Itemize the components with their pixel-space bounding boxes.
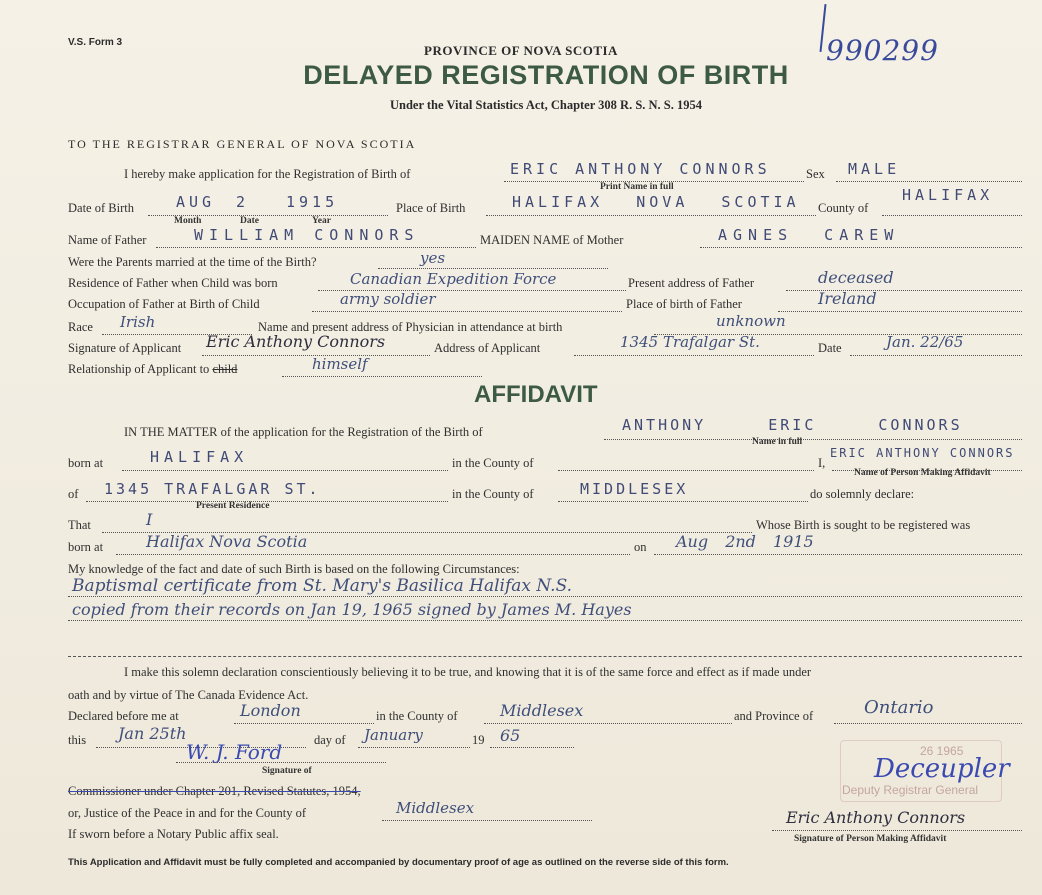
present-address-father-value: deceased <box>818 268 894 287</box>
registration-number: 990299 <box>826 34 939 67</box>
in-county-label-2: in the County of <box>452 487 534 501</box>
married-value: yes <box>420 249 446 267</box>
that-value: I <box>146 510 153 529</box>
circumstances-line-1: Baptismal certificate from St. Mary's Basilica Halifax N.S. <box>72 576 573 596</box>
province-of-label: and Province of <box>734 709 814 723</box>
born-at-value: HALIFAX <box>150 448 249 466</box>
born-at-label: born at <box>68 456 104 470</box>
date-applicant-value: Jan. 22/65 <box>886 333 964 351</box>
form-number: V.S. Form 3 <box>68 37 123 48</box>
this-day-value: Jan 25th <box>118 724 187 743</box>
stamp-text: Deputy Registrar General <box>842 783 979 797</box>
sex-label: Sex <box>806 167 825 181</box>
occupation-father-value: army soldier <box>340 290 436 308</box>
dob-label: Date of Birth <box>68 201 134 215</box>
stamp-date: 26 1965 <box>920 744 964 758</box>
signature-of-caption: Signature of <box>262 766 312 776</box>
relationship-label: Relationship of Applicant to child <box>68 362 238 376</box>
place-birth-label: Place of Birth <box>396 201 466 215</box>
on-value: Aug 2nd 1915 <box>676 532 814 551</box>
address-applicant-label: Address of Applicant <box>434 341 541 355</box>
sig-maker-caption: Signature of Person Making Affidavit <box>794 834 947 844</box>
place-birth-value: HALIFAX NOVA SCOTIA <box>512 193 800 211</box>
matter-label: IN THE MATTER of the application for the Registration of the Birth of <box>124 425 483 439</box>
place-birth-father-value: Ireland <box>818 289 877 308</box>
signature-applicant-value: Eric Anthony Connors <box>206 332 386 351</box>
affiant-name-value: ERIC ANTHONY CONNORS <box>830 446 1015 460</box>
maker-signature: Eric Anthony Connors <box>786 808 966 827</box>
whose-birth-label: Whose Birth is sought to be registered was <box>756 518 971 532</box>
notary-label: If sworn before a Notary Public affix seal. <box>68 827 279 841</box>
this-label: this <box>68 733 87 747</box>
in-county-label: in the County of <box>452 456 534 470</box>
solemnly-label: do solemnly declare: <box>810 487 915 501</box>
dob-year: 1915 <box>286 193 339 211</box>
declaration-line-2: oath and by virtue of The Canada Evidence Act. <box>68 688 309 702</box>
year-value: 65 <box>500 726 521 745</box>
province-value: Ontario <box>864 697 934 718</box>
in-county-label-3: in the County of <box>376 709 458 723</box>
commissioner-signature: W. J. Ford <box>186 740 283 764</box>
father-name-label: Name of Father <box>68 233 147 247</box>
father-name-value: WILLIAM CONNORS <box>194 226 420 244</box>
applicant-name: ERIC ANTHONY CONNORS <box>510 160 771 178</box>
residence-father-value: Canadian Expedition Force <box>350 270 557 288</box>
dob-day: 2 <box>236 193 250 211</box>
born-at-2-value: Halifax Nova Scotia <box>146 532 308 551</box>
registrar-signature: Deceupler <box>874 754 1010 784</box>
address-applicant-value: 1345 Trafalgar St. <box>620 333 760 351</box>
name-in-full-caption: Name in full <box>752 437 803 447</box>
year-prefix: 19 <box>472 733 485 747</box>
maiden-mother-label: MAIDEN NAME of Mother <box>480 233 624 247</box>
of-value: 1345 TRAFALGAR ST. <box>104 480 321 498</box>
province-heading: PROVINCE OF NOVA SCOTIA <box>424 43 618 58</box>
residence-father-label: Residence of Father when Child was born <box>68 276 278 290</box>
day-of-label: day of <box>314 733 346 747</box>
married-label: Were the Parents married at the time of the Birth? <box>68 255 317 269</box>
date-applicant-label: Date <box>818 341 842 355</box>
apply-label: I hereby make application for the Registration of Birth of <box>124 167 411 181</box>
date-caption: Date <box>240 216 259 226</box>
mother-name-value: AGNES CAREW <box>718 226 900 244</box>
signature-applicant-label: Signature of Applicant <box>68 341 182 355</box>
footer-note: This Application and Affidavit must be fully completed and accompanied by documentary proof of age as outlined on the reverse side of this form. <box>68 857 729 868</box>
year-caption: Year <box>312 216 331 226</box>
month-value: January <box>364 726 423 744</box>
affidavit-heading: AFFIDAVIT <box>474 381 598 408</box>
name-maker-caption: Name of Person Making Affidavit <box>854 468 991 478</box>
justice-county-value: Middlesex <box>396 799 475 817</box>
relationship-value: himself <box>312 355 368 373</box>
form-title: DELAYED REGISTRATION OF BIRTH <box>303 60 789 90</box>
circumstances-line-2: copied from their records on Jan 19, 1965 signed by James M. Hayes <box>72 600 632 619</box>
of-label: of <box>68 487 79 501</box>
knowledge-label: My knowledge of the fact and date of such Birth is based on the following Circumstances: <box>68 562 520 576</box>
on-label: on <box>634 540 647 554</box>
physician-label: Name and present address of Physician in attendance at birth <box>258 320 563 334</box>
race-value: Irish <box>120 313 156 331</box>
present-residence-caption: Present Residence <box>196 501 270 511</box>
race-label: Race <box>68 320 93 334</box>
declared-at-value: London <box>240 701 301 720</box>
print-name-caption: Print Name in full <box>600 182 674 192</box>
dob-month: AUG <box>176 193 216 211</box>
sex-value: MALE <box>848 160 901 178</box>
that-label: That <box>68 518 91 532</box>
justice-label: or, Justice of the Peace in and for the County of <box>68 806 306 820</box>
county-value: HALIFAX <box>902 186 994 204</box>
born-at-label-2: born at <box>68 540 104 554</box>
county-label: County of <box>818 201 869 215</box>
occupation-father-label: Occupation of Father at Birth of Child <box>68 297 260 311</box>
physician-value: unknown <box>716 312 786 330</box>
present-address-father-label: Present address of Father <box>628 276 755 290</box>
form-subtitle: Under the Vital Statistics Act, Chapter 308 R. S. N. S. 1954 <box>389 98 703 112</box>
matter-name-value: ANTHONY ERIC CONNORS <box>622 416 963 434</box>
declared-county-value: Middlesex <box>500 701 584 720</box>
i-label: I, <box>818 456 826 470</box>
commissioner-label: Commissioner under Chapter 201, Revised Statutes, 1954, <box>68 784 361 798</box>
county-2-value: MIDDLESEX <box>580 480 689 498</box>
to-registrar: TO THE REGISTRAR GENERAL OF NOVA SCOTIA <box>68 137 417 151</box>
place-birth-father-label: Place of birth of Father <box>626 297 742 311</box>
month-caption: Month <box>174 216 202 226</box>
declaration-line-1: I make this solemn declaration conscientiously believing it to be true, and knowing that it is of the same force and effect as if made under <box>124 665 812 679</box>
declared-label: Declared before me at <box>68 709 179 723</box>
